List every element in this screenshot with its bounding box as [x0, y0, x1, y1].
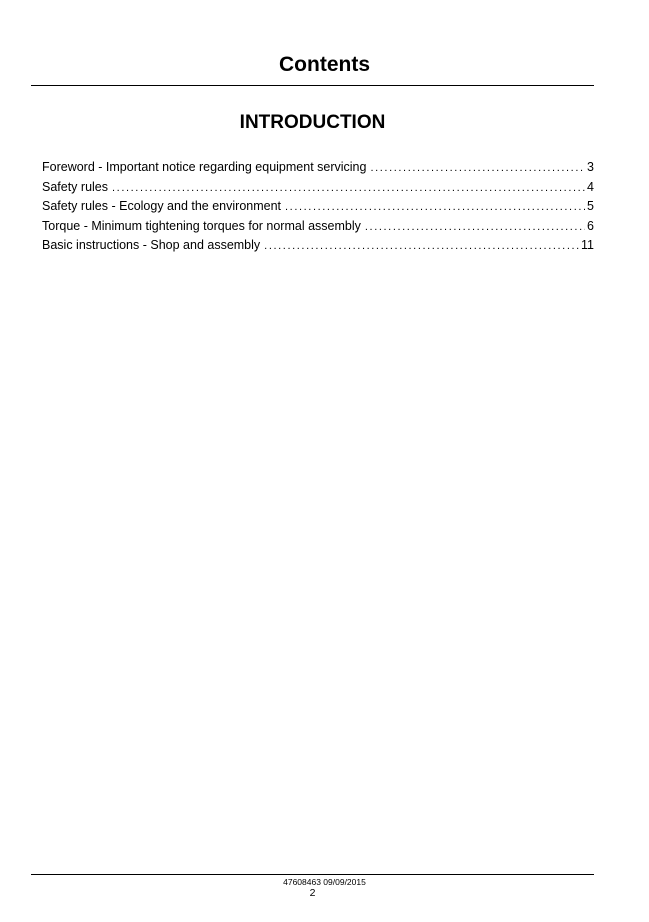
toc-dot-leader: [285, 198, 585, 218]
toc-entry-page[interactable]: 4: [587, 179, 594, 194]
header-divider: [31, 85, 594, 86]
toc-entry-title[interactable]: Safety rules: [42, 179, 109, 194]
toc-entry-page[interactable]: 6: [587, 218, 594, 233]
toc-dot-leader: [112, 179, 585, 199]
toc-entry-page[interactable]: 11: [581, 238, 594, 253]
toc-dot-leader: [370, 159, 585, 179]
page-title: Contents: [279, 53, 370, 76]
toc-entry[interactable]: [42, 158, 594, 178]
toc-entry[interactable]: [42, 217, 594, 237]
footer-page-number: 2: [309, 887, 316, 899]
footer-divider: [31, 874, 594, 875]
toc-dot-leader: [264, 237, 579, 257]
toc-entry-title[interactable]: Foreword - Important notice regarding equipment servicing: [42, 160, 367, 174]
table-of-contents: [42, 158, 594, 256]
section-heading: INTRODUCTION: [239, 112, 386, 133]
toc-entry-title[interactable]: Safety rules - Ecology and the environment: [42, 199, 282, 214]
toc-entry-title[interactable]: Torque - Minimum tightening torques for normal assembly: [42, 218, 361, 233]
toc-entry[interactable]: [42, 178, 594, 198]
toc-entry-title[interactable]: Basic instructions - Shop and assembly: [42, 238, 261, 253]
toc-entry-page[interactable]: 3: [587, 160, 594, 174]
toc-dot-leader: [365, 218, 585, 238]
toc-entry[interactable]: [42, 197, 594, 217]
toc-entry-page[interactable]: 5: [587, 199, 594, 214]
toc-entry[interactable]: [42, 236, 594, 256]
footer-document-id: 47608463 09/09/2015: [283, 877, 366, 887]
